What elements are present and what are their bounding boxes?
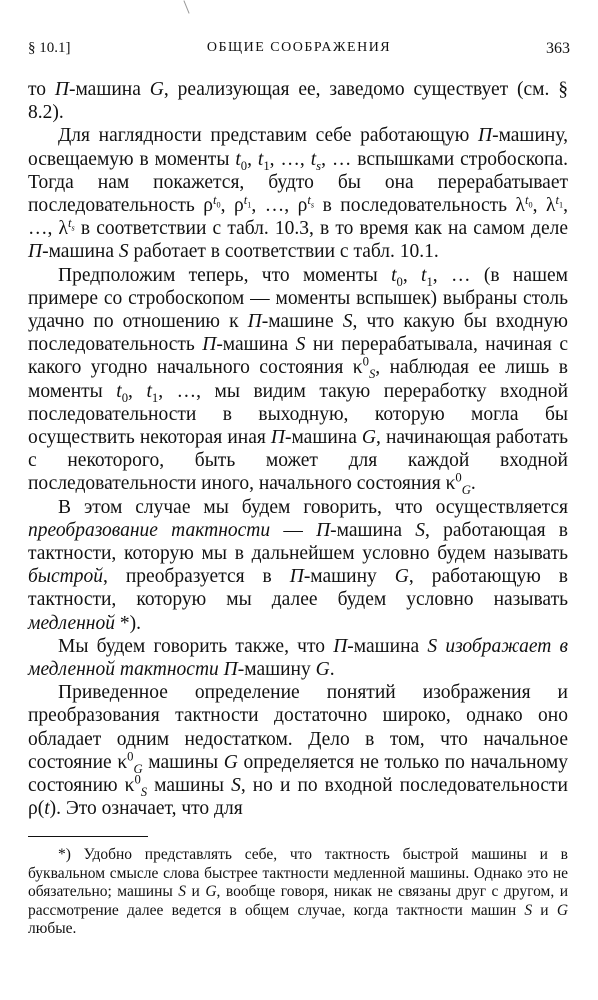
paragraph-definition: В этом случае мы будем говорить, что осуществляется преобразование тактности — П-машина S, работающая в тактности, которую мы в дальнейшем условно будем называть быстрой, преобразуется в П-машину G, работающую в тактности, которую мы далее будем условно называть медленной *). (28, 496, 568, 634)
section-reference: § 10.1] (28, 40, 71, 56)
paragraph-stroboscope: Для наглядности представим себе работающую П-машину, освещаемую в моменты $t_0$, $t_1$, …, $t_s$, … вспышками стробоскопа. Тогда нам покажется, будто бы она перерабатывает последовательность $\rho^{t_0}$, $\rho^{t_1}$, …, $\rho^{t_s}$ в последовательность $\lambda^{t_0}$, $\lambda^{t_1}$, …, $\lambda^{t_s}$ в соответствии с табл. 10.3, в то время как на самом деле П-машина S работает в соответствии с табл. 10.1. (28, 125, 569, 263)
main-text (28, 78, 568, 821)
paragraph-drawback: Приведенное определение понятий изображения и преобразования тактности достаточно широко, однако оно обладает одним недостатком. Дело в том, что начальное состояние $\kappa^0_G$ машины G определяется не только по начальному состоянию $\kappa^0_S$ машины S, но и по входной последовательности ρ(t). Это означает, что для (28, 682, 569, 820)
paragraph-continued: то П-машина G, реализующая ее, заведомо существует (см. § 8.2). (28, 79, 569, 124)
footnote (28, 846, 568, 939)
running-head: ОБЩИЕ СООБРАЖЕНИЯ (206, 40, 392, 55)
footnote-rule (28, 836, 148, 837)
paragraph-suppose: Предположим теперь, что моменты $t_0$, $t_1$, … (в нашем примере со стробоскопом — моменты вспышек) выбраны столь удачно по отношению к П-машине S, что какую бы входную последовательность П-машина S ни перерабатывала, начиная с какого угодно начального состояния $\kappa^0_S$, наблюдая ее лишь в моменты $t_0$, $t_1$, …, мы видим такую переработку входной последовательности в выходную, которую могла бы осуществить некоторая иная П-машина G, начинающая работать с некоторого, быть может для каждой входной последовательности иного, начального состояния $\kappa^0_G$. (28, 264, 569, 498)
footnote-text: *) Удобно представлять себе, что тактность быстрой машины и в буквальном смысле слова быстрее тактности медленной машины. Однако это не обязательно; машины S и G, вообще говоря, никак не связаны друг с другом, и рассмотрение далее ведется в общем случае, когда тактности машин S и G любые. (28, 846, 569, 938)
paragraph-depicts: Мы будем говорить также, что П-машина S изображает в медленной тактности П-машину G. (28, 635, 568, 681)
scan-artifact-line (183, 0, 189, 13)
page-number: 363 (546, 40, 570, 57)
